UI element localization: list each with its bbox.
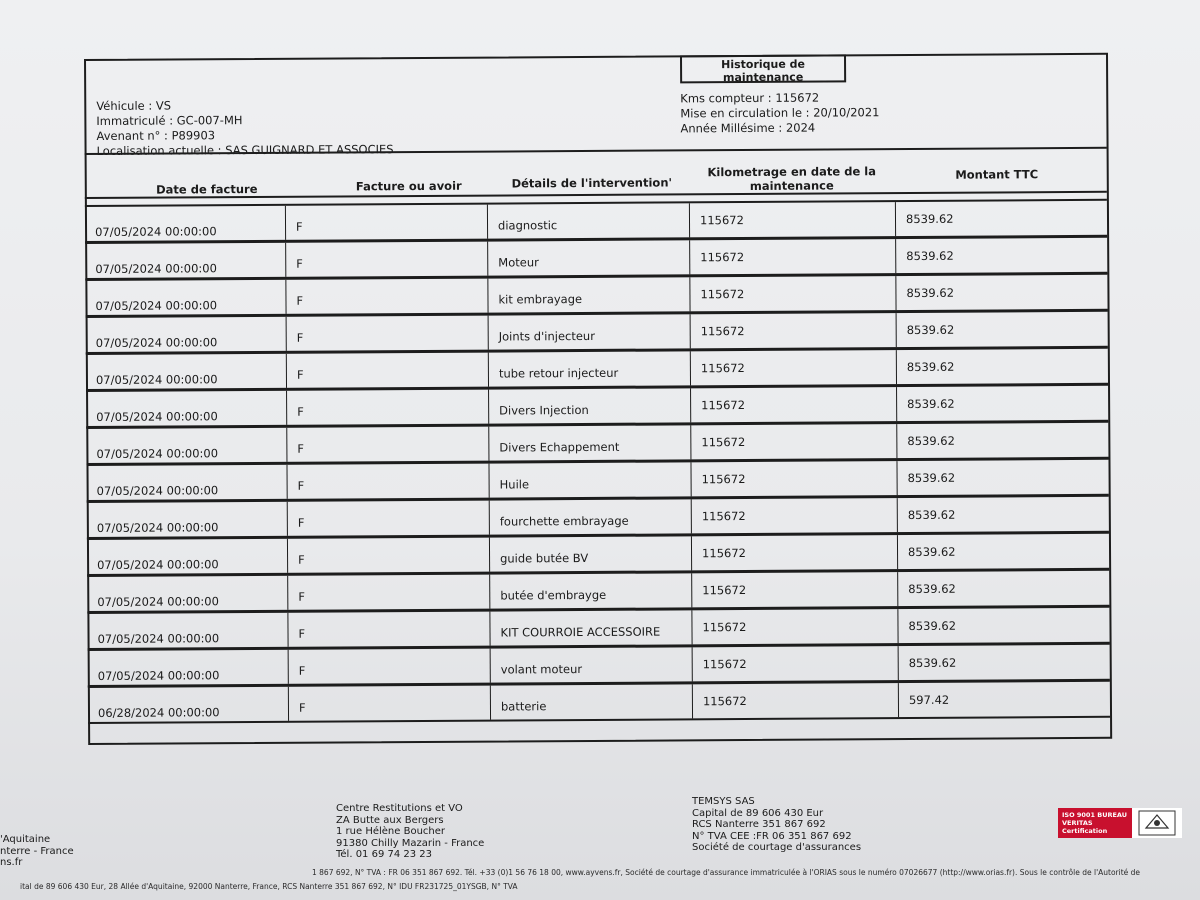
cell-type: F	[286, 390, 488, 425]
col-header-amount: Montant TTC	[955, 167, 1039, 182]
legal-line: ital de 89 606 430 Eur, 28 Allée d'Aquitaine, 92000 Nanterre, France, RCS Nanterre 351 867 692, N° IDU FR231725_01YSGB, N° TVA	[20, 882, 518, 891]
cell-details: tube retour injecteur	[488, 351, 690, 386]
cell-mileage: 115672	[689, 276, 895, 311]
location-line: Localisation actuelle : SAS GUIGNARD ET ASSOCIES	[96, 142, 394, 158]
cell-date: 07/05/2024 00:00:00	[95, 224, 217, 239]
cell-mileage: 115672	[690, 313, 896, 348]
footer-left-line: nterre - France	[0, 845, 74, 857]
cell-amount: 8539.62	[897, 571, 1109, 606]
cell-details: Huile	[488, 462, 690, 497]
odometer-line: Kms compteur : 115672	[680, 90, 820, 106]
cell-date: 07/05/2024 00:00:00	[95, 298, 218, 313]
cell-type: F	[285, 242, 487, 277]
cell-date: 07/05/2024 00:00:00	[97, 631, 220, 646]
cell-date: 07/05/2024 00:00:00	[95, 335, 218, 350]
vehicle-info	[96, 97, 393, 159]
cell-mileage: 115672	[691, 535, 897, 570]
bureau-veritas-label: ISO 9001 BUREAU VERITAS Certification	[1058, 808, 1132, 838]
cell-type: F	[285, 279, 487, 314]
footer-center-line: 91380 Chilly Mazarin - France	[336, 837, 485, 849]
cell-type: F	[287, 501, 489, 536]
cell-mileage: 115672	[689, 202, 895, 237]
first-registration-line: Mise en circulation le : 20/10/2021	[680, 105, 880, 121]
model-year-line: Année Millésime : 2024	[680, 120, 816, 136]
cell-details: batterie	[490, 684, 692, 719]
cell-amount: 8539.62	[897, 497, 1109, 532]
footer-right-line: N° TVA CEE :FR 06 351 867 692	[692, 830, 852, 842]
cell-amount: 8539.62	[897, 534, 1109, 569]
cell-type: F	[286, 464, 488, 499]
cell-type: F	[287, 575, 489, 610]
cell-amount: 8539.62	[896, 423, 1108, 458]
cell-date: 07/05/2024 00:00:00	[96, 409, 218, 424]
maintenance-sheet	[56, 31, 1112, 737]
cell-date: 07/05/2024 00:00:00	[95, 372, 218, 387]
cell-amount: 8539.62	[895, 238, 1107, 273]
cell-amount: 597.42	[898, 682, 1110, 717]
cell-details: diagnostic	[487, 203, 689, 238]
cell-details: Moteur	[487, 240, 689, 275]
cell-amount: 8539.62	[896, 386, 1108, 421]
footer-right-line: TEMSYS SAS	[692, 796, 755, 807]
footer-center-line: ZA Butte aux Bergers	[336, 814, 444, 826]
footer-center-line: Centre Restitutions et VO	[336, 803, 463, 814]
cell-amount: 8539.62	[896, 312, 1108, 347]
cell-date: 06/28/2024 00:00:00	[97, 705, 220, 720]
document-title: Historique de maintenance	[680, 54, 846, 83]
table-row	[88, 680, 1110, 724]
certification-logo	[1058, 808, 1182, 838]
registration-line: Immatriculé : GC-007-MH	[96, 113, 243, 128]
footer-center-line: 1 rue Hélène Boucher	[336, 826, 446, 837]
cell-mileage: 115672	[691, 498, 897, 533]
col-header-details: Détails de l'intervention'	[511, 175, 673, 191]
seal-icon	[1132, 808, 1182, 838]
vehicle-meta	[680, 90, 879, 136]
footer-address-center	[336, 803, 484, 861]
footer-company-info	[692, 796, 861, 854]
cell-mileage: 115672	[690, 424, 896, 459]
cell-mileage: 115672	[692, 646, 898, 681]
cell-type: F	[286, 353, 488, 388]
cell-mileage: 115672	[691, 572, 897, 607]
cell-amount: 8539.62	[898, 645, 1110, 680]
cell-date: 07/05/2024 00:00:00	[97, 594, 219, 609]
cell-date: 07/05/2024 00:00:00	[97, 668, 220, 683]
cell-type: F	[285, 205, 487, 240]
cell-date: 07/05/2024 00:00:00	[96, 446, 219, 461]
col-header-mileage: Kilometrage en date de la maintenance	[707, 164, 876, 193]
cell-date: 07/05/2024 00:00:00	[96, 520, 219, 535]
cell-date: 07/05/2024 00:00:00	[95, 261, 217, 276]
cell-mileage: 115672	[690, 350, 896, 385]
footer-left-line: 'Aquitaine	[0, 834, 51, 845]
col-header-date: Date de facture	[156, 181, 258, 197]
cell-type: F	[286, 427, 488, 462]
cell-mileage: 115672	[689, 239, 895, 274]
cell-type: F	[287, 612, 489, 647]
cell-type: F	[288, 686, 490, 721]
vehicle-line: Véhicule : VS	[96, 98, 172, 113]
cell-type: F	[286, 316, 488, 351]
cell-details: Joints d'injecteur	[488, 314, 690, 349]
cell-type: F	[287, 538, 489, 573]
cell-details: Divers Echappement	[488, 425, 690, 460]
cell-mileage: 115672	[692, 683, 898, 718]
cell-details: butée d'embrayge	[489, 573, 691, 608]
cell-mileage: 115672	[691, 609, 897, 644]
footer-address-left	[0, 834, 74, 869]
amendment-line: Avenant n° : P89903	[96, 128, 216, 143]
legal-line: 1 867 692, N° TVA : FR 06 351 867 692. Tél. +33 (0)1 56 76 18 00, www.ayvens.fr, Société de courtage d'assurance immatriculée à l'ORIAS sous le numéro 07026677 (http://www.orias.fr). Sous le contrôle de l'Autorité de	[312, 868, 1141, 877]
cell-amount: 8539.62	[896, 460, 1108, 495]
cell-details: volant moteur	[490, 647, 692, 682]
footer-right-line: RCS Nanterre 351 867 692	[692, 819, 826, 830]
cell-amount: 8539.62	[897, 608, 1109, 643]
col-header-type: Facture ou avoir	[355, 178, 462, 194]
cell-date: 07/05/2024 00:00:00	[96, 483, 219, 498]
cell-amount: 8539.62	[895, 275, 1107, 310]
cell-details: KIT COURROIE ACCESSOIRE	[489, 610, 691, 645]
footer-right-line: Société de courtage d'assurances	[692, 842, 862, 853]
cell-details: Divers Injection	[488, 388, 690, 423]
cell-details: guide butée BV	[489, 536, 691, 571]
cell-amount: 8539.62	[896, 349, 1108, 384]
cell-type: F	[288, 649, 490, 684]
cell-mileage: 115672	[690, 461, 896, 496]
footer-center-line: Tél. 01 69 74 23 23	[336, 849, 433, 860]
cell-mileage: 115672	[690, 387, 896, 422]
cell-details: fourchette embrayage	[489, 499, 691, 534]
footer-left-line: ns.fr	[0, 857, 23, 868]
cell-amount: 8539.62	[895, 201, 1107, 236]
footer-right-line: Capital de 89 606 430 Eur	[692, 807, 824, 819]
cell-date: 07/05/2024 00:00:00	[97, 557, 219, 572]
cell-details: kit embrayage	[487, 277, 689, 312]
